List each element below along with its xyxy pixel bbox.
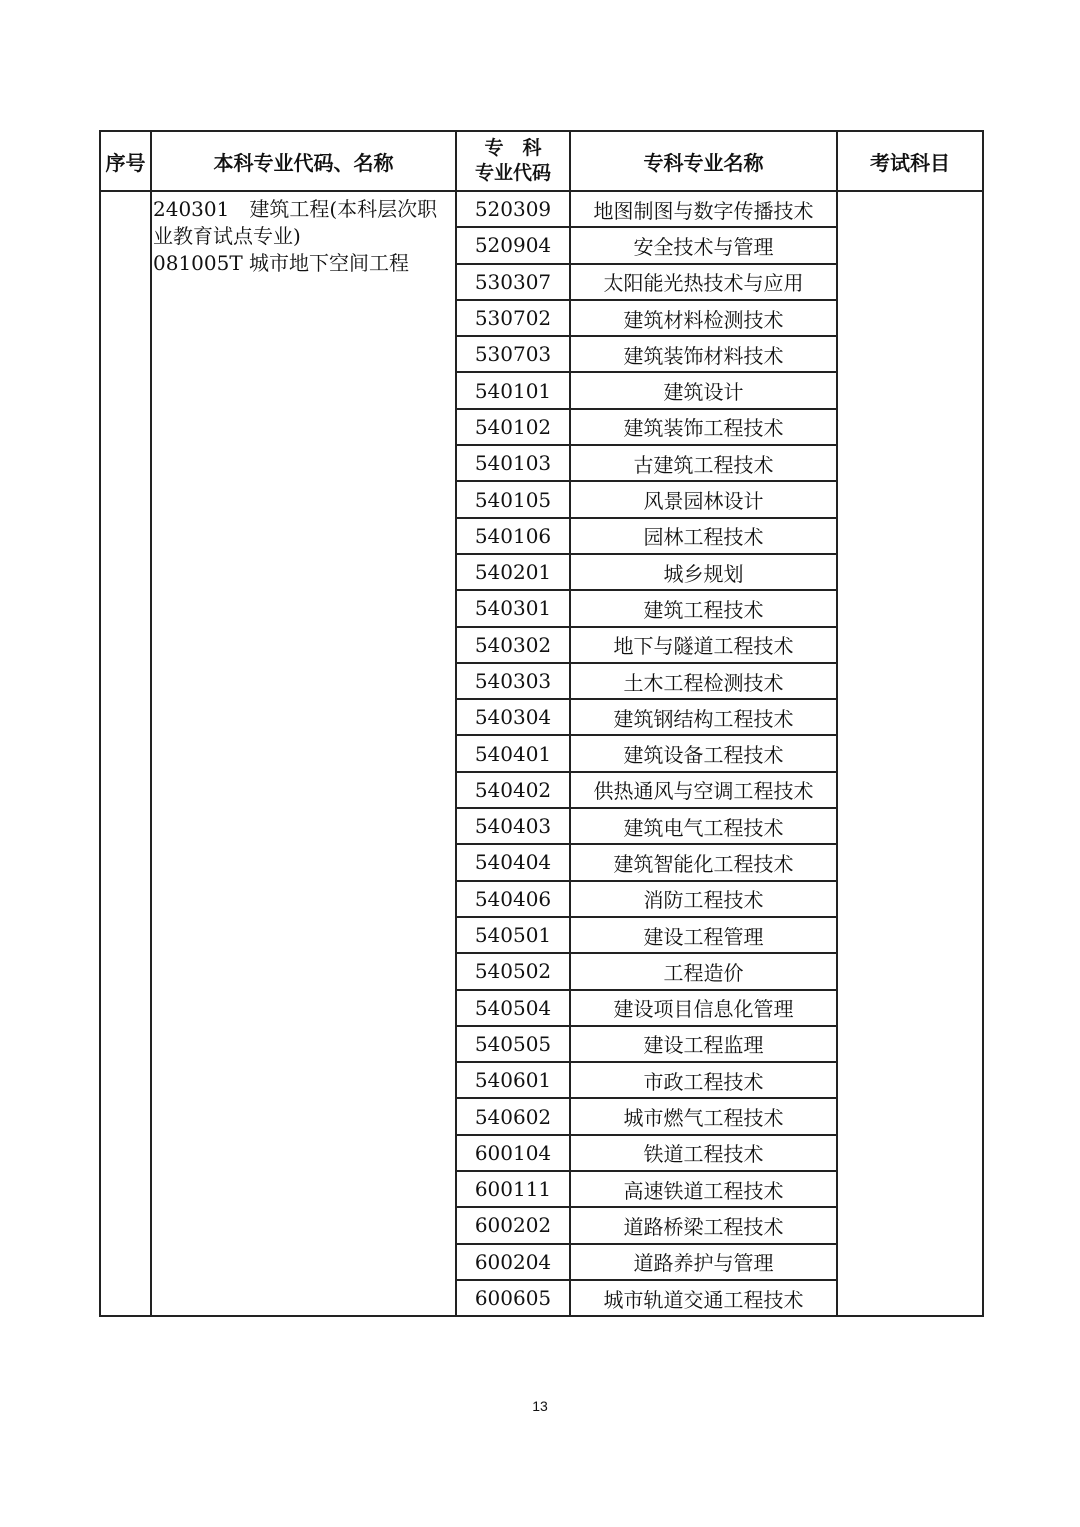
zk-code-cell: 600204 [456, 1244, 570, 1280]
header-zk-code-line1: 专 科 [484, 137, 542, 159]
header-row [100, 131, 983, 191]
page-number: 13 [532, 1398, 548, 1414]
zk-code-cell: 600605 [456, 1280, 570, 1316]
seq-cell [100, 191, 151, 1316]
zk-name-cell: 太阳能光热技术与应用 [570, 264, 837, 300]
zk-code-cell: 540303 [456, 663, 570, 699]
bk-major-cell [151, 191, 456, 1316]
zk-name-cell: 城乡规划 [570, 554, 837, 590]
zk-name-cell: 城市燃气工程技术 [570, 1098, 837, 1134]
zk-code-cell: 540505 [456, 1026, 570, 1062]
zk-name-cell: 土木工程检测技术 [570, 663, 837, 699]
table-body [100, 191, 983, 1316]
zk-name-cell: 古建筑工程技术 [570, 445, 837, 481]
zk-name-cell: 建设工程监理 [570, 1026, 837, 1062]
zk-code-cell: 540504 [456, 990, 570, 1026]
zk-code-cell: 540403 [456, 808, 570, 844]
zk-code-cell: 530702 [456, 300, 570, 336]
major-table [99, 130, 984, 1317]
zk-name-cell: 道路养护与管理 [570, 1244, 837, 1280]
zk-code-cell: 540102 [456, 409, 570, 445]
zk-code-cell: 600202 [456, 1207, 570, 1243]
table-row [100, 191, 983, 227]
zk-name-cell: 道路桥梁工程技术 [570, 1207, 837, 1243]
zk-name-cell: 建筑智能化工程技术 [570, 844, 837, 880]
header-zk-code-line2: 专业代码 [474, 162, 551, 184]
zk-name-cell: 风景园林设计 [570, 481, 837, 517]
zk-code-cell: 540602 [456, 1098, 570, 1134]
zk-name-cell: 安全技术与管理 [570, 227, 837, 263]
bk-major-line: 业教育试点专业) [153, 224, 301, 248]
zk-name-cell: 建设项目信息化管理 [570, 990, 837, 1026]
zk-name-cell: 园林工程技术 [570, 518, 837, 554]
zk-code-cell: 540301 [456, 590, 570, 626]
zk-code-cell: 540304 [456, 699, 570, 735]
bk-major-line: 081005T 城市地下空间工程 [153, 251, 410, 275]
zk-code-cell: 530307 [456, 264, 570, 300]
zk-code-cell: 530703 [456, 336, 570, 372]
zk-code-cell: 540106 [456, 518, 570, 554]
header-seq: 序号 [100, 131, 151, 191]
zk-code-cell: 540103 [456, 445, 570, 481]
zk-name-cell: 市政工程技术 [570, 1062, 837, 1098]
zk-name-cell: 地下与隧道工程技术 [570, 627, 837, 663]
header-bk-major: 本科专业代码、名称 [151, 131, 456, 191]
zk-name-cell: 建设工程管理 [570, 917, 837, 953]
zk-name-cell: 供热通风与空调工程技术 [570, 772, 837, 808]
zk-code-cell: 540404 [456, 844, 570, 880]
header-zk-name: 专科专业名称 [570, 131, 837, 191]
zk-code-cell: 540101 [456, 372, 570, 408]
zk-name-cell: 高速铁道工程技术 [570, 1171, 837, 1207]
zk-code-cell: 540501 [456, 917, 570, 953]
zk-name-cell: 铁道工程技术 [570, 1135, 837, 1171]
zk-code-cell: 520309 [456, 191, 570, 227]
zk-code-cell: 540502 [456, 953, 570, 989]
zk-code-cell: 540402 [456, 772, 570, 808]
zk-code-cell: 540201 [456, 554, 570, 590]
zk-name-cell: 消防工程技术 [570, 881, 837, 917]
zk-name-cell: 建筑材料检测技术 [570, 300, 837, 336]
zk-name-cell: 建筑装饰工程技术 [570, 409, 837, 445]
zk-code-cell: 540601 [456, 1062, 570, 1098]
zk-name-cell: 建筑工程技术 [570, 590, 837, 626]
zk-code-cell: 520904 [456, 227, 570, 263]
header-zk-code [456, 131, 570, 191]
zk-name-cell: 工程造价 [570, 953, 837, 989]
zk-code-cell: 600111 [456, 1171, 570, 1207]
zk-name-cell: 城市轨道交通工程技术 [570, 1280, 837, 1316]
header-exam: 考试科目 [837, 131, 983, 191]
zk-name-cell: 建筑设备工程技术 [570, 735, 837, 771]
zk-code-cell: 540406 [456, 881, 570, 917]
zk-code-cell: 540401 [456, 735, 570, 771]
exam-cell [837, 191, 983, 1316]
zk-name-cell: 建筑装饰材料技术 [570, 336, 837, 372]
zk-name-cell: 建筑设计 [570, 372, 837, 408]
zk-name-cell: 地图制图与数字传播技术 [570, 191, 837, 227]
zk-name-cell: 建筑电气工程技术 [570, 808, 837, 844]
zk-code-cell: 600104 [456, 1135, 570, 1171]
zk-code-cell: 540105 [456, 481, 570, 517]
bk-major-line: 240301 建筑工程(本科层次职 [153, 197, 438, 221]
zk-code-cell: 540302 [456, 627, 570, 663]
zk-name-cell: 建筑钢结构工程技术 [570, 699, 837, 735]
